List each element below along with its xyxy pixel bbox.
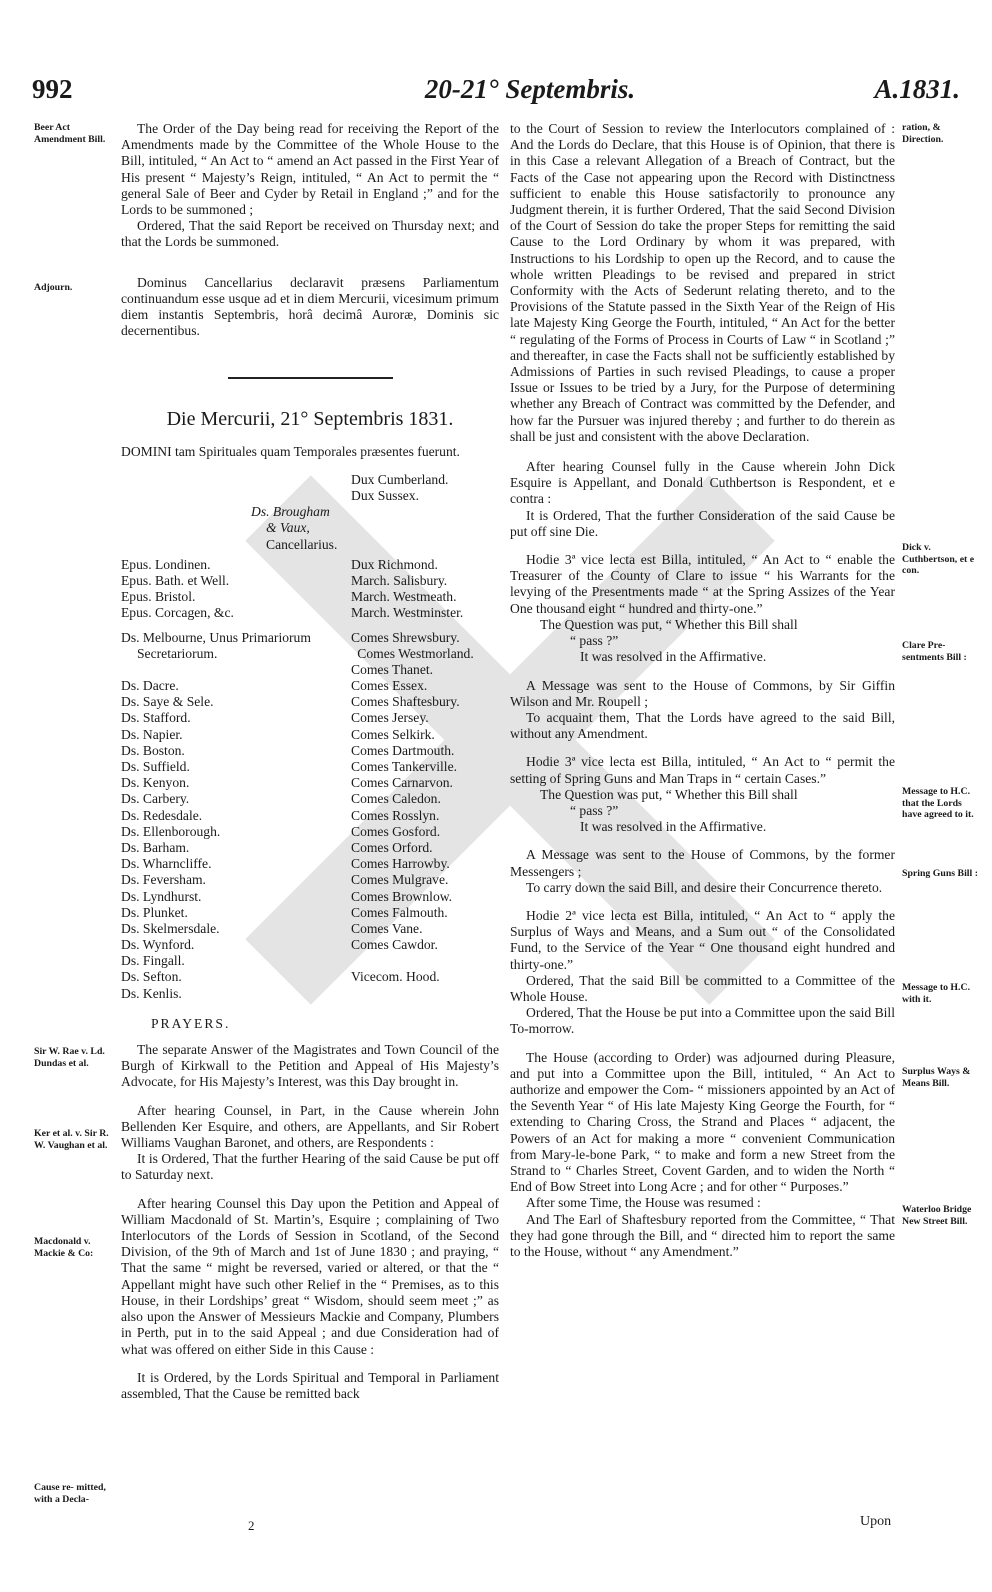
lord-title: Cancellarius. bbox=[266, 536, 338, 552]
lord-name: March. Westmeath. bbox=[351, 589, 457, 605]
lord-name: Comes Tankerville. bbox=[351, 759, 458, 775]
lord-name: March. Westminster. bbox=[351, 605, 464, 621]
domini-present: DOMINI tam Spirituales quam Temporales præsentes fuerunt. bbox=[121, 443, 460, 459]
lords-row bbox=[121, 557, 499, 573]
lords-row bbox=[121, 662, 499, 678]
lords-row bbox=[121, 694, 499, 710]
lord-name: Ds. Ellenborough. bbox=[121, 823, 221, 839]
lord-name: Comes Shaftesbury. bbox=[351, 694, 460, 710]
lord-name: Comes Dartmouth. bbox=[351, 742, 455, 758]
lord-name: Comes Brownlow. bbox=[351, 888, 453, 904]
margin-note-ration: ration, & Direction. bbox=[902, 122, 944, 145]
lord-name: Ds. Kenlis. bbox=[121, 985, 182, 1001]
lords-row bbox=[121, 488, 499, 504]
lords-row bbox=[121, 537, 499, 553]
lord-name: Comes Carnarvon. bbox=[351, 775, 453, 791]
lord-name: Ds. Brougham bbox=[251, 504, 330, 520]
lords-row bbox=[121, 504, 499, 520]
question-pass: “ pass ?” bbox=[570, 802, 619, 818]
surplus-ordered-1: Ordered, That the said Bill be committed to a Committee of the Whole House. bbox=[510, 972, 895, 1004]
signature-mark: 2 bbox=[248, 1518, 255, 1533]
beer-act-ordered: Ordered, That the said Report be received on Thursday next; and that the Lords be summoned. bbox=[121, 218, 499, 250]
ker-ordered: It is Ordered, That the further Hearing of the said Cause be put off to Saturday next. bbox=[121, 1151, 499, 1183]
lords-row bbox=[121, 678, 499, 694]
lords-row bbox=[121, 856, 499, 872]
message-paragraph: A Message was sent to the House of Commons, by Sir Giffin Wilson and Mr. Roupell ; bbox=[510, 677, 895, 709]
message-carry-down: To carry down the said Bill, and desire their Concurrence thereto. bbox=[526, 879, 883, 895]
lords-row bbox=[121, 872, 499, 888]
lord-name: Comes Rosslyn. bbox=[351, 807, 440, 823]
lord-name: Comes Caledon. bbox=[351, 791, 441, 807]
margin-note-rae: Sir W. Rae v. Ld. Dundas et al. bbox=[34, 1046, 105, 1069]
macdonald-paragraph: After hearing Counsel this Day upon the Petition and Appeal of William Macdonald of St. Martin’s, Esquire ; complaining of Two Interlocutors of the Lords of Session in Scotland, of the Second Division, of the 9th of March and 1st of June 1830 ; and praying, “ That the same “ might be reversed, varied or altered, or that the “ Appellant might have such other Relief in the “ Premises, as to this House, in their Lordships’ great “ Wisdom, should seem meet ;” as also upon the Answer of Messieurs Mackie and Company, Plumbers in Perth, put in to the said Appeal ; and due Consideration had of what was offered on either Side in this Cause : bbox=[121, 1195, 499, 1357]
lord-name: Comes Essex. bbox=[351, 678, 428, 694]
lord-name: Ds. Lyndhurst. bbox=[121, 888, 202, 904]
lords-row bbox=[121, 921, 499, 937]
lords-row bbox=[121, 710, 499, 726]
lord-name: Ds. Sefton. bbox=[121, 969, 182, 985]
dick-paragraph: After hearing Counsel fully in the Cause wherein John Dick Esquire is Appellant, and Donald Cuthbertson is Respondent, et e contra : bbox=[510, 459, 895, 507]
lords-columns bbox=[121, 662, 499, 1002]
lords-row bbox=[121, 743, 499, 759]
lord-name: Comes Harrowby. bbox=[351, 856, 450, 872]
lords-row bbox=[121, 937, 499, 953]
resolved-affirmative: It was resolved in the Affirmative. bbox=[580, 819, 767, 835]
lord-name: Dux Sussex. bbox=[351, 488, 419, 504]
clare-bill-paragraph: Hodie 3ª vice lecta est Billa, intituled, “ An Act to “ enable the Treasurer of the County of Clare to issue “ his Warrants for the levying of the Presentments made “ at the Spring Assizes of the Year One thousand eight “ hundred and thirty-one.” bbox=[510, 552, 895, 616]
right-column bbox=[510, 121, 895, 1260]
lord-name: Dux Cumberland. bbox=[351, 471, 449, 487]
remitted-paragraph: It is Ordered, by the Lords Spiritual and Temporal in Parliament assembled, That the Cause be remitted back bbox=[121, 1369, 499, 1401]
lords-present-list bbox=[121, 472, 499, 1002]
resolved-affirmative: It was resolved in the Affirmative. bbox=[580, 649, 767, 665]
left-column bbox=[121, 121, 499, 1402]
lord-title: Secretariorum. bbox=[137, 645, 218, 661]
lord-name: Epus. Bristol. bbox=[121, 589, 196, 605]
lord-name: Comes Selkirk. bbox=[351, 726, 435, 742]
question-put: The Question was put, “ Whether this Bill shall bbox=[540, 616, 798, 632]
shaftesbury-report: And The Earl of Shaftesbury reported from the Committee, “ That they had gone through the Bill, and “ directed him to report the same to the House, without “ any Amendment.” bbox=[510, 1211, 895, 1259]
lord-name: Comes Shrewsbury. bbox=[351, 629, 460, 645]
lord-name: Ds. Wharncliffe. bbox=[121, 856, 212, 872]
waterloo-paragraph: The House (according to Order) was adjourned during Pleasure, and put into a Committee upon the Bill, intituled, “ An Act to authorize and empower the Com- “ missioners appointed by an Act of the Seventh Year “ of His late Majesty King George the Fourth, for “ extending to Charing Cross, the Strand and Places “ adjacent, the Powers of an Act for making a more “ convenient Communication from Mary-le-bone Park, “ to make and form a new Street from the Strand to “ Charles Street, Covent Garden, and to widen the North “ End of Bow Street into Long Acre ; and for other “ Purposes.” bbox=[510, 1049, 895, 1195]
margin-note-surplus: Surplus Ways & Means Bill. bbox=[902, 1066, 971, 1089]
lord-name: Ds. Saye & Sele. bbox=[121, 694, 214, 710]
margin-note-spring-guns: Spring Guns Bill : bbox=[902, 868, 978, 879]
lord-name: Comes Westmorland. bbox=[357, 645, 474, 661]
lords-row bbox=[121, 472, 499, 488]
lord-name: Comes Gosford. bbox=[351, 823, 441, 839]
day-heading: Die Mercurii, 21° Septembris 1831. bbox=[166, 408, 454, 431]
page-year: A.1831. bbox=[874, 74, 960, 104]
lord-name: Dux Richmond. bbox=[351, 556, 438, 572]
message-acquaint: To acquaint them, That the Lords have agreed to the said Bill, without any Amendment. bbox=[510, 709, 895, 742]
question-pass: “ pass ?” bbox=[570, 633, 619, 649]
lords-row bbox=[121, 905, 499, 921]
lord-name: Epus. Corcagen, &c. bbox=[121, 605, 234, 621]
lord-name: Ds. Boston. bbox=[121, 742, 185, 758]
lords-row bbox=[121, 824, 499, 840]
lord-name: Ds. Stafford. bbox=[121, 710, 191, 726]
adjournment-paragraph: Dominus Cancellarius declaravit præsens Parliamentum continuandum esse usque ad et in diem Mercurii, vicesimum primum diem instantis Septembris, horâ decimâ Auroræ, Dominis sic decernentibus. bbox=[121, 274, 499, 339]
margin-note-macdonald: Macdonald v. Mackie & Co: bbox=[34, 1236, 94, 1259]
lords-row bbox=[121, 727, 499, 743]
message-paragraph: A Message was sent to the House of Commons, by the former Messengers ; bbox=[510, 847, 895, 879]
lords-row bbox=[121, 889, 499, 905]
lords-row bbox=[121, 573, 499, 589]
lord-name bbox=[351, 986, 499, 1002]
lord-name: Comes Cawdor. bbox=[351, 937, 438, 953]
margin-note-adjourn: Adjourn. bbox=[34, 282, 73, 293]
lord-name: Comes Orford. bbox=[351, 839, 433, 855]
catchword: Upon bbox=[860, 1514, 892, 1529]
lord-name: Ds. Kenyon. bbox=[121, 775, 190, 791]
lord-name: Ds. Barham. bbox=[121, 839, 190, 855]
margin-note-ker: Ker et al. v. Sir R. W. Vaughan et al. bbox=[34, 1128, 109, 1151]
lords-row bbox=[121, 630, 499, 646]
margin-note-beer: Beer Act Amendment Bill. bbox=[34, 122, 106, 145]
question-put: The Question was put, “ Whether this Bill shall bbox=[540, 786, 798, 802]
beer-act-paragraph: The Order of the Day being read for receiving the Report of the Amendments made by the Committee of the Whole House to the Bill, intituled, “ An Act to “ amend an Act passed in the First Year of His present “ Majesty’s Reign, intituled, “ An Act to permit the “ general Sale of Beer and Cyder by Retail in England ;” and for the Lords to be summoned ; bbox=[121, 121, 499, 218]
margin-note-dick: Dick v. Cuthbertson, et e con. bbox=[902, 542, 975, 576]
prayers-heading: PRAYERS. bbox=[151, 1015, 231, 1031]
lords-row bbox=[121, 759, 499, 775]
house-resumed: After some Time, the House was resumed : bbox=[526, 1195, 761, 1211]
lord-name: Ds. Carbery. bbox=[121, 791, 190, 807]
page-date-heading: 20-21° Septembris. bbox=[424, 74, 636, 104]
lords-pairs bbox=[121, 557, 499, 622]
lord-name: Vicecom. Hood. bbox=[351, 969, 440, 985]
lord-name bbox=[121, 662, 351, 678]
lord-name: Ds. Plunket. bbox=[121, 904, 188, 920]
lord-name: Ds. Skelmersdale. bbox=[121, 920, 220, 936]
surplus-ordered-2: Ordered, That the House be put into a Committee upon the said Bill To-morrow. bbox=[510, 1005, 895, 1037]
lord-name: Epus. Bath. et Well. bbox=[121, 572, 230, 588]
lords-row bbox=[121, 605, 499, 621]
lords-row bbox=[121, 646, 499, 662]
lord-name: Comes Jersey. bbox=[351, 710, 429, 726]
lord-name: Epus. Londinen. bbox=[121, 556, 211, 572]
lord-name: Comes Vane. bbox=[351, 920, 423, 936]
lord-name: Comes Thanet. bbox=[351, 661, 434, 677]
lords-row bbox=[121, 589, 499, 605]
page-number: 992 bbox=[32, 74, 73, 104]
lord-name: Ds. Napier. bbox=[121, 726, 183, 742]
surplus-bill-paragraph: Hodie 2ª vice lecta est Billa, intituled, “ An Act to “ apply the Surplus of Ways and Means, and a Sum out “ of the Consolidated Fund, to the Service of the Year “ One thousand eight hundred and thirty-one.” bbox=[510, 907, 895, 972]
lord-name: Ds. Dacre. bbox=[121, 678, 179, 694]
lord-name bbox=[351, 953, 499, 969]
lord-name: Comes Falmouth. bbox=[351, 904, 448, 920]
lords-row bbox=[121, 840, 499, 856]
lord-name: March. Salisbury. bbox=[351, 572, 448, 588]
lords-row bbox=[121, 520, 499, 536]
section-divider bbox=[228, 377, 393, 379]
margin-note-clare: Clare Pre- sentments Bill : bbox=[902, 640, 967, 663]
spring-guns-paragraph: Hodie 3ª vice lecta est Billa, intituled, “ An Act to “ permit the setting of Spring Guns and Man Traps in “ certain Cases.” bbox=[510, 754, 895, 786]
lords-row bbox=[121, 791, 499, 807]
lord-name: Ds. Redesdale. bbox=[121, 807, 203, 823]
rae-paragraph: The separate Answer of the Magistrates and Town Council of the Burgh of Kirkwall to the Petition and Appeal of His Majesty’s Advocate, for His Majesty’s Interest, was this Day brought in. bbox=[121, 1042, 499, 1090]
lord-name: Ds. Fingall. bbox=[121, 953, 185, 969]
margin-note-waterloo: Waterloo Bridge New Street Bill. bbox=[902, 1204, 972, 1227]
lords-row bbox=[121, 986, 499, 1002]
remit-continued: to the Court of Session to review the Interlocutors complained of : And the Lords do Declare, that this House is of Opinion, that there is in this Case a relevant Allegation of a Breach of Contract, but the Facts of the Case not appearing upon the Record with Distinctness sufficient to enable this House satisfactorily to pronounce any Judgment therein, it is further Ordered, That the said Second Division of the Court of Session do take the proper Steps for remitting the said Cause to the Lord Ordinary by whom it was prepared, with Instructions to his Lordship to open up the Record, and to cause the whole written Pleadings to be revised and prepared in strict Conformity with the Acts of Sederunt relating thereto, and to the Provisions of the Statute passed in the Sixth Year of the Reign of His late Majesty King George the Fourth, intituled, “ An Act for the better “ regulating of the Forms of Process in Courts of Law “ in Scotland ;” and thereafter, in case the Facts shall not be sufficiently established by Admissions of Parties in such revised Pleadings, to cause a proper Issue or Issues to be tried by a Jury, for the Purpose of determining whether any Breach of Contract was committed by the Defender, and how far the Pursuer was injured thereby ; and further to do therein as shall be just and consistent with the above Declaration. bbox=[510, 121, 895, 444]
lord-name: Ds. Melbourne, Unus Primariorum bbox=[121, 629, 311, 645]
lord-name: & Vaux, bbox=[266, 520, 310, 536]
lords-row bbox=[121, 969, 499, 985]
lord-name: Ds. Suffield. bbox=[121, 759, 190, 775]
lords-row bbox=[121, 953, 499, 969]
dick-ordered: It is Ordered, That the further Consideration of the said Cause be put off sine Die. bbox=[510, 507, 895, 539]
lord-name: Ds. Wynford. bbox=[121, 937, 195, 953]
ker-paragraph: After hearing Counsel, in Part, in the Cause wherein John Bellenden Ker Esquire, and others, are Appellants, and Sir Robert Williams Vaughan Baronet, and others, are Respondents : bbox=[121, 1102, 499, 1151]
margin-note-message-agreed: Message to H.C. that the Lords have agreed to it. bbox=[902, 786, 974, 820]
lord-name: Comes Mulgrave. bbox=[351, 872, 449, 888]
margin-note-remitted: Cause re- mitted, with a Decla- bbox=[34, 1482, 106, 1505]
margin-note-message-with: Message to H.C. with it. bbox=[902, 982, 971, 1005]
lords-row bbox=[121, 808, 499, 824]
lord-name: Ds. Feversham. bbox=[121, 872, 206, 888]
lords-row bbox=[121, 775, 499, 791]
